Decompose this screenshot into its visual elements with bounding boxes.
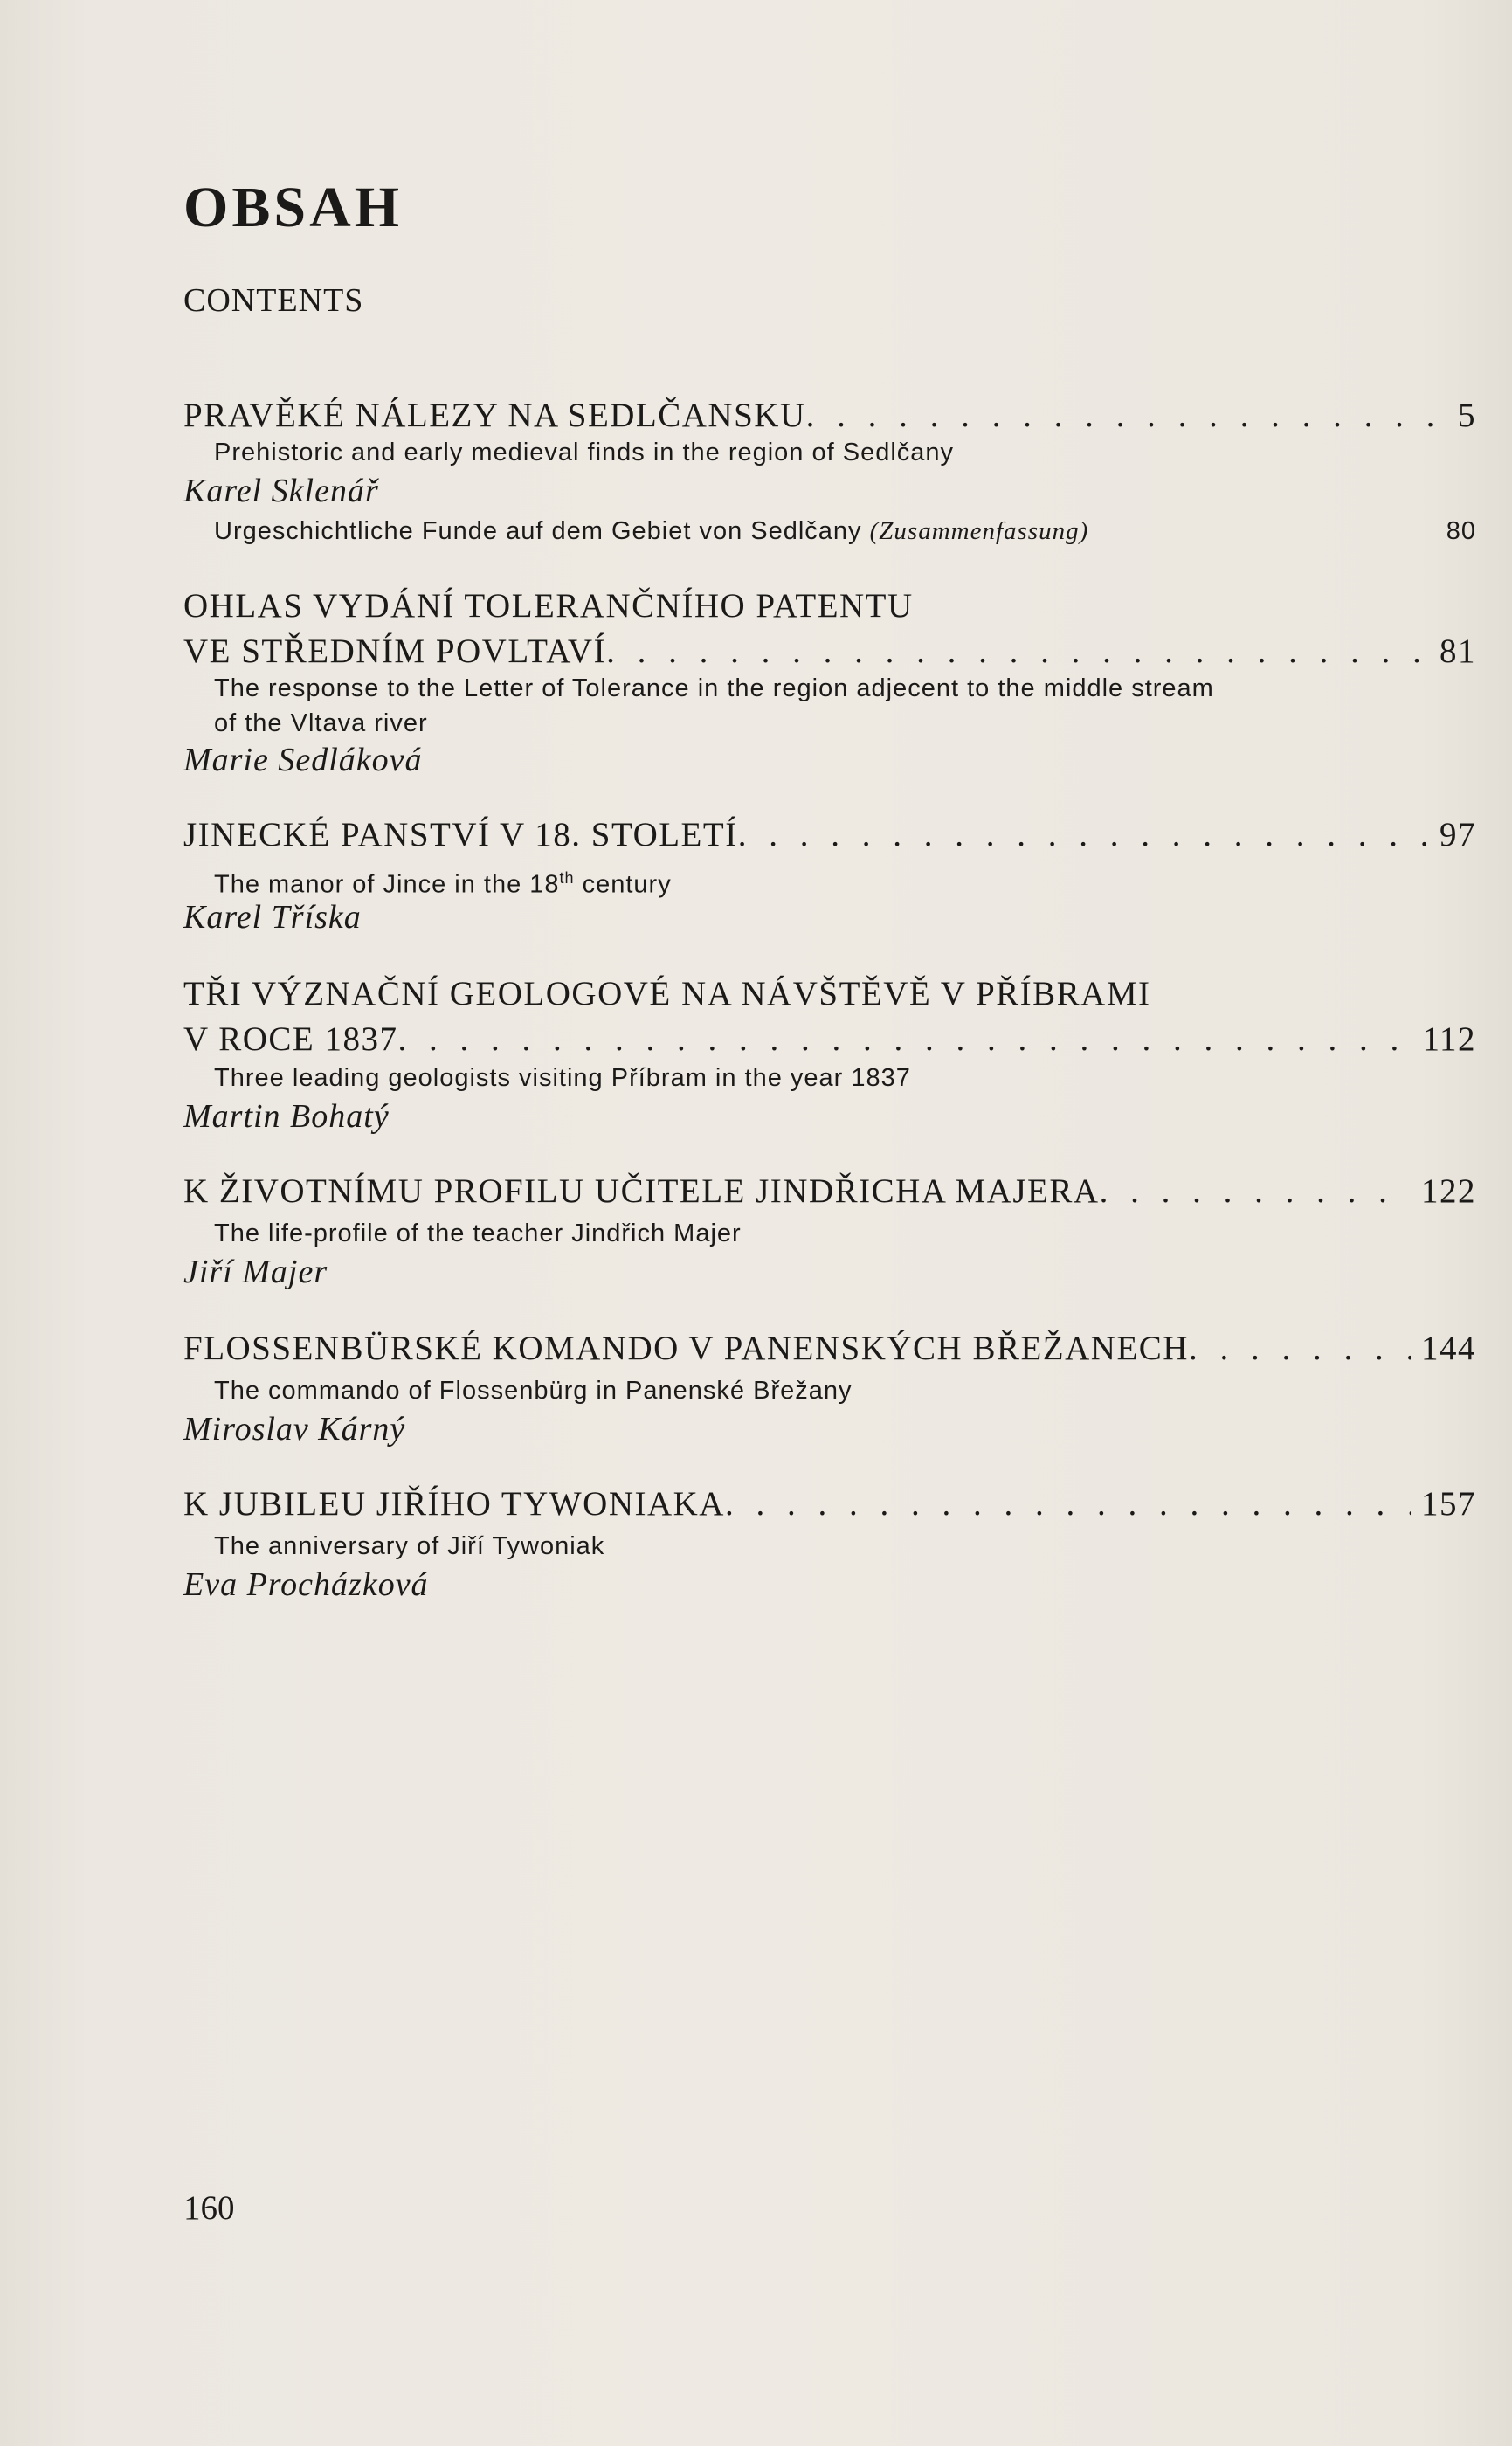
page-ref: 80: [1446, 517, 1476, 545]
entry-author: Miroslav Kárný: [183, 1411, 406, 1448]
entry-english-title: The anniversary of Jiří Tywoniak: [214, 1532, 605, 1560]
entry-english-title-cont: of the Vltava river: [214, 709, 428, 737]
entry-english-title: Three leading geologists visiting Příbram in the year 1837: [214, 1064, 911, 1092]
toc-subheading: CONTENTS: [183, 282, 364, 319]
entry-author: Karel Tříska: [183, 899, 362, 936]
toc-heading: OBSAH: [183, 176, 404, 239]
toc-entry-title[interactable]: FLOSSENBÜRSKÉ KOMANDO V PANENSKÝCH BŘEŽANECH . . . 144: [183, 1326, 1476, 1372]
toc-entry-title[interactable]: K JUBILEU JIŘÍHO TYWONIAKA . . . 157: [183, 1482, 1476, 1527]
page-ref: 122: [1421, 1172, 1476, 1210]
entry-author: Jiří Majer: [183, 1254, 328, 1290]
entry-author: Martin Bohatý: [183, 1098, 390, 1135]
entry-author: Marie Sedláková: [183, 742, 423, 778]
entry-english-title: Prehistoric and early medieval finds in the region of Sedlčany: [214, 439, 955, 466]
page-ref: 5: [1458, 397, 1476, 434]
page-ref: 144: [1421, 1330, 1476, 1367]
entry-english-title: The commando of Flossenbürg in Panenské Břežany: [214, 1377, 853, 1405]
entry-english-title: The life-profile of the teacher Jindřich Majer: [214, 1220, 742, 1247]
toc-entry-title[interactable]: PRAVĚKÉ NÁLEZY NA SEDLČANSKU . . . 5: [183, 393, 1476, 439]
entry-german-title: Urgeschichtliche Funde auf dem Gebiet von Sedlčany (Zusammenfassung) 80: [214, 514, 1476, 549]
toc-entry-title[interactable]: JINECKÉ PANSTVÍ V 18. STOLETÍ . . . 97: [183, 812, 1476, 858]
entry-author: Eva Procházková: [183, 1566, 429, 1603]
page-ref: 157: [1421, 1485, 1476, 1523]
page-ref: 81: [1440, 632, 1476, 670]
page-ref: 97: [1440, 816, 1476, 853]
entry-english-title: The manor of Jince in the 18th century: [214, 869, 672, 899]
toc-entry-title[interactable]: TŘI VÝZNAČNÍ GEOLOGOVÉ NA NÁVŠTĚVĚ V PŘÍBRAMI V ROCE 1837 . . . 112: [183, 971, 1476, 1062]
page-number: 160: [183, 2189, 235, 2227]
toc-entry-title[interactable]: K ŽIVOTNÍMU PROFILU UČITELE JINDŘICHA MAJERA . . . 122: [183, 1169, 1476, 1214]
page-ref: 112: [1422, 1020, 1476, 1058]
toc-entry-title[interactable]: OHLAS VYDÁNÍ TOLERANČNÍHO PATENTU VE STŘEDNÍM POVLTAVÍ . . . 81: [183, 584, 1476, 674]
entry-english-title: The response to the Letter of Tolerance in the region adjecent to the middle stream: [214, 674, 1214, 702]
entry-author: Karel Sklenář: [183, 473, 379, 509]
